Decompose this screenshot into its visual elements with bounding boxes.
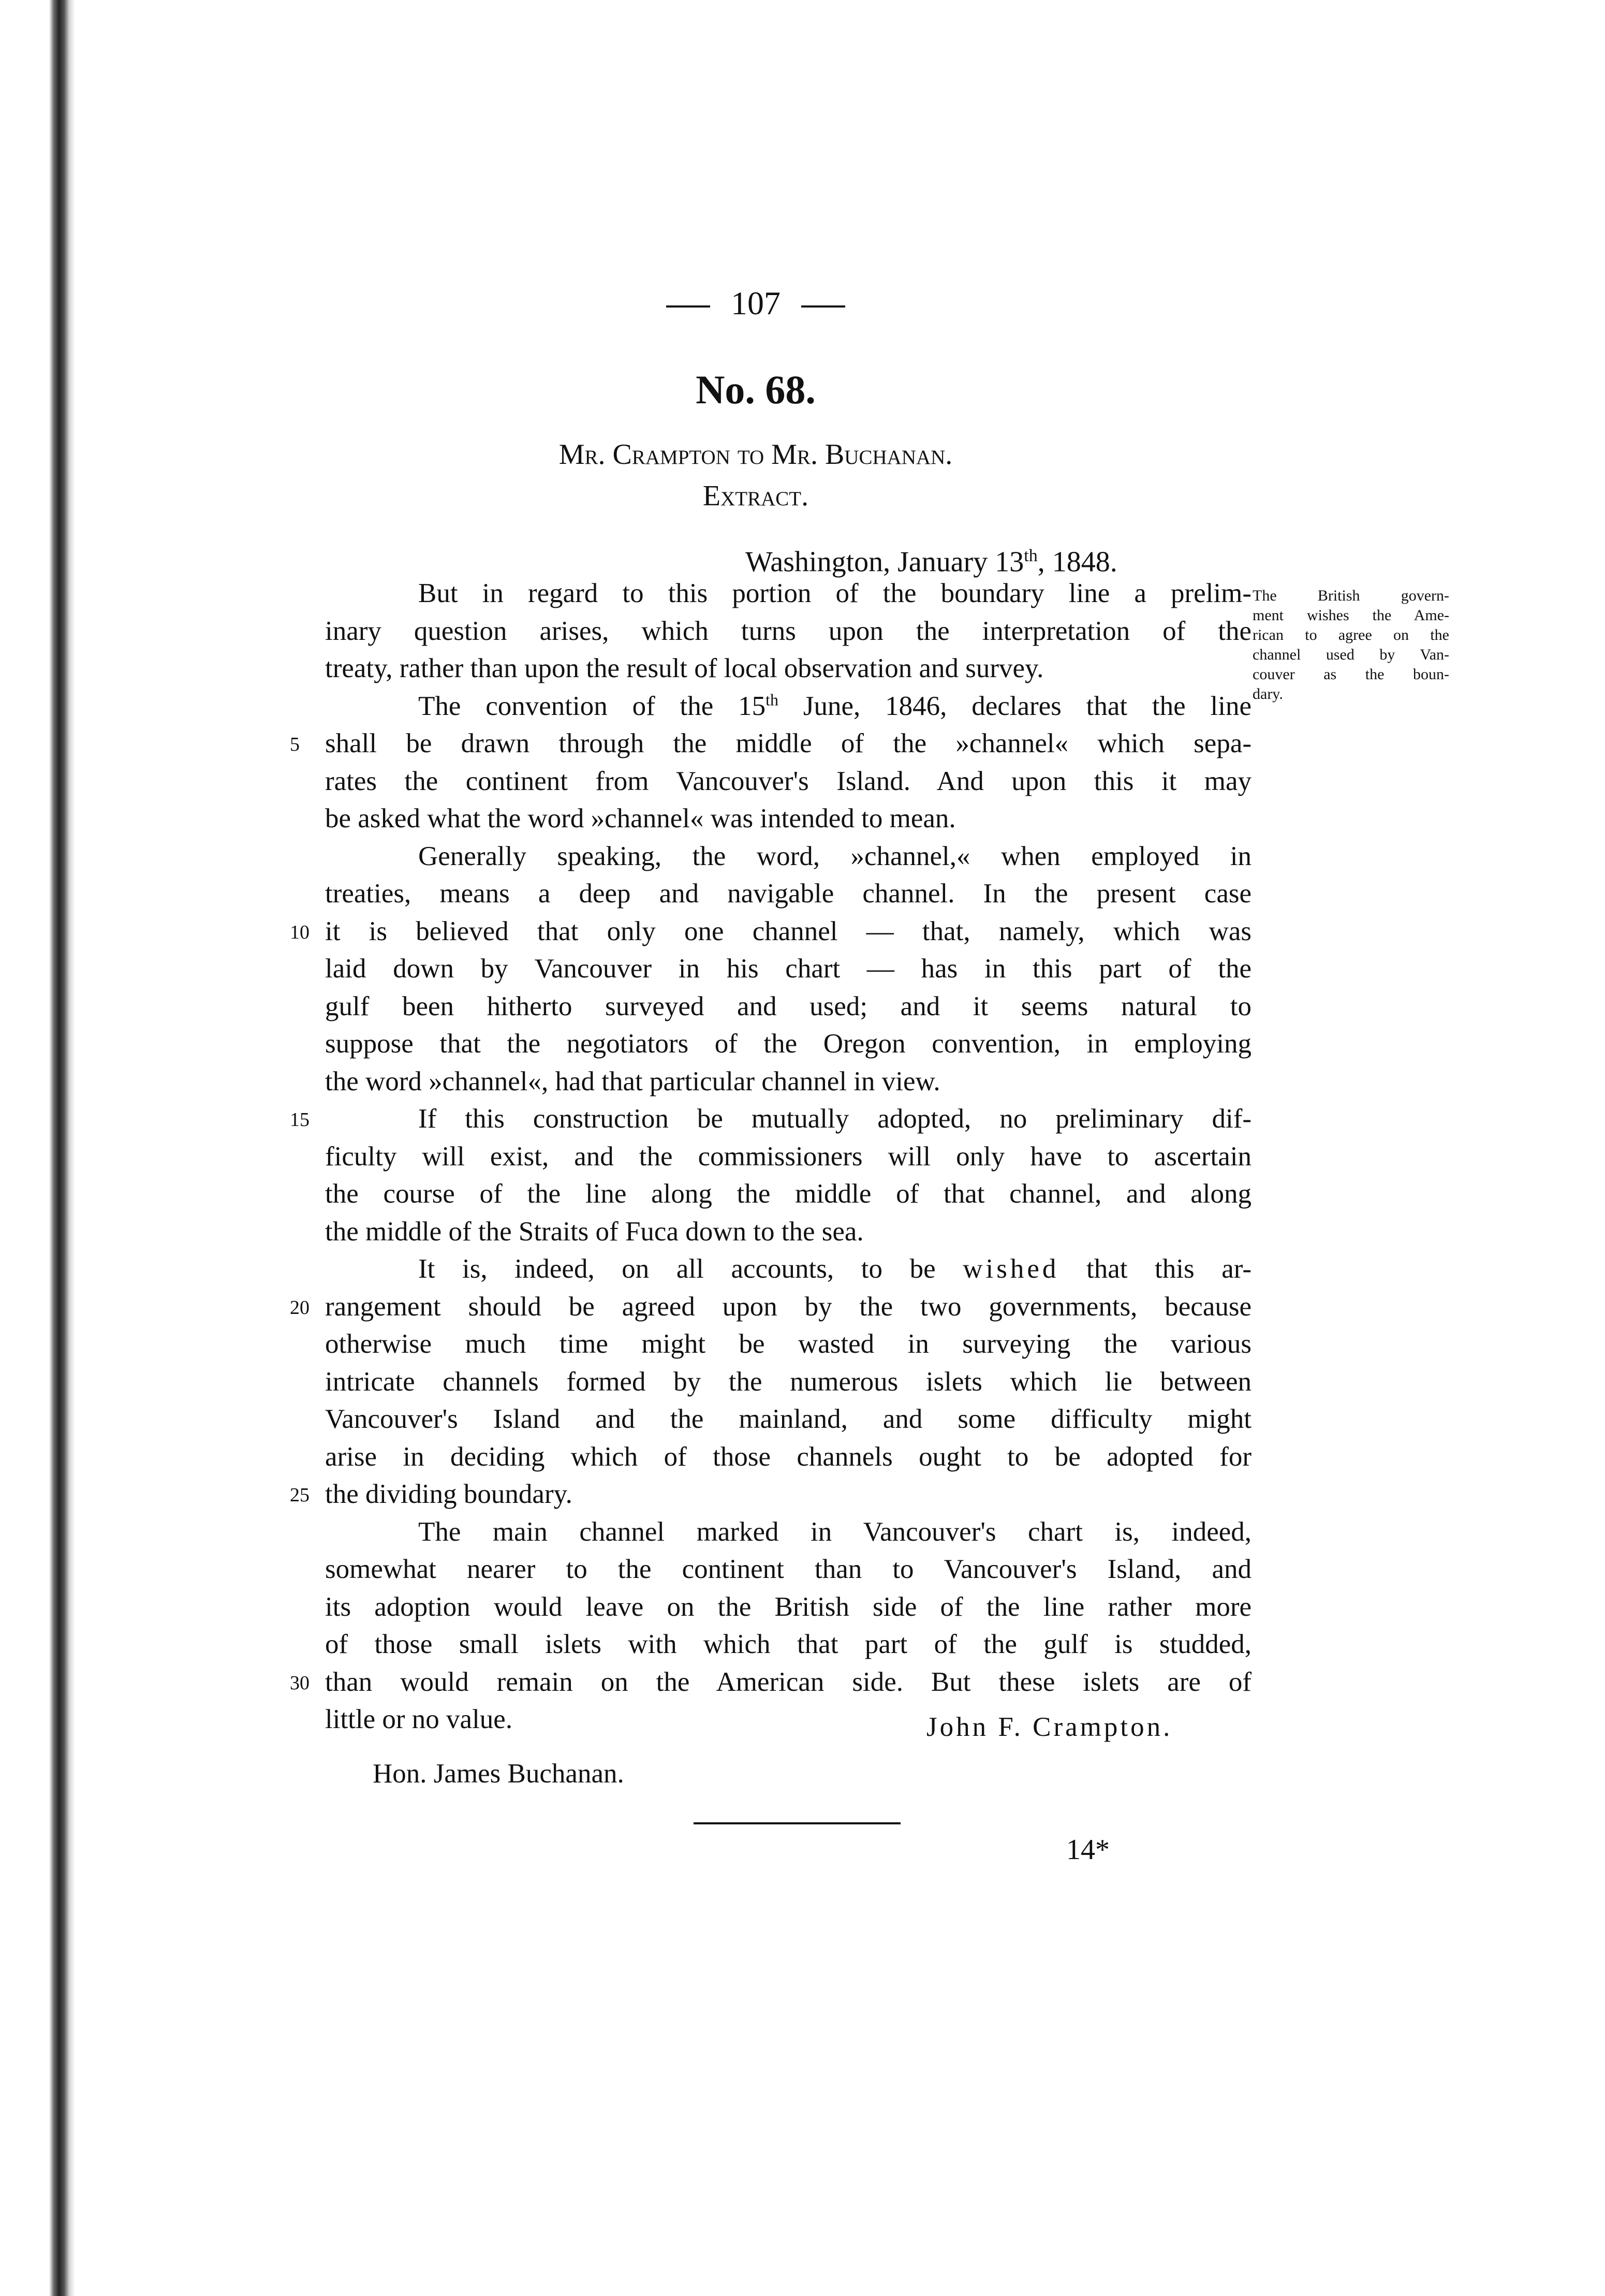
line-number: 20: [290, 1296, 310, 1319]
line-text: the dividing boundary.: [325, 1479, 572, 1509]
line-number: 25: [290, 1484, 310, 1506]
line-text: gulf been hitherto surveyed and used; and it seems natural to: [325, 991, 1251, 1021]
body-line: [325, 950, 1251, 988]
body-line: [325, 1400, 1251, 1438]
margin-note-line: The British govern-: [1253, 587, 1449, 604]
line-text: rates the continent from Vancouver's Island. And upon this it may: [325, 766, 1251, 796]
line-number: 10: [290, 921, 310, 943]
body-line: [325, 1250, 1251, 1288]
body-line: [290, 1288, 1251, 1326]
body-line: [325, 1063, 1251, 1101]
line-text-end: June, 1846, declares that the line: [778, 691, 1251, 721]
line-text-end: that this ar-: [1059, 1254, 1251, 1284]
book-spine-shadow: [0, 0, 75, 2296]
line-text: somewhat nearer to the continent than to Vancouver's Island, and: [325, 1554, 1251, 1584]
document-number: No. 68.: [696, 367, 816, 412]
body-line: [325, 1213, 1251, 1251]
body-line: [325, 763, 1251, 800]
line-text: rangement should be agreed upon by the two governments, because: [325, 1291, 1251, 1322]
line-number: 30: [290, 1672, 310, 1694]
line-text: otherwise much time might be wasted in surveying the various: [325, 1329, 1251, 1359]
line-number: 15: [290, 1109, 310, 1131]
body-line: [325, 1175, 1251, 1213]
body-line: [325, 800, 1251, 838]
line-text: of those small islets with which that part of the gulf is studded,: [325, 1629, 1251, 1659]
emphasized-word: wished: [963, 1254, 1059, 1284]
body-line: [290, 913, 1251, 950]
page-number-dash-left: [666, 305, 710, 308]
body-line: [325, 1626, 1251, 1663]
line-text: Generally speaking, the word, »channel,« when employed in: [418, 841, 1251, 871]
line-text: The main channel marked in Vancouver's chart is, indeed,: [418, 1516, 1251, 1547]
line-text: the course of the line along the middle of that channel, and along: [325, 1179, 1251, 1209]
line-text: laid down by Vancouver in his chart — has in this part of the: [325, 954, 1251, 984]
line-text: suppose that the negotiators of the Oregon convention, in employing: [325, 1029, 1251, 1059]
line-text: It is, indeed, on all accounts, to be: [418, 1254, 963, 1284]
line-text: inary question arises, which turns upon the interpretation of the: [325, 616, 1251, 646]
line-text: treaties, means a deep and navigable channel. In the present case: [325, 879, 1251, 909]
heading-subtitle: Extract.: [702, 480, 809, 512]
body-line: [290, 725, 1251, 763]
heading-title: Mr. Crampton to Mr. Buchanan.: [558, 438, 953, 471]
margin-note-line: rican to agree on the: [1253, 626, 1449, 644]
body-line: [290, 1475, 1251, 1513]
line-superscript: th: [765, 690, 779, 709]
addressee: Hon. James Buchanan.: [373, 1759, 624, 1789]
line-text: than would remain on the American side. But these islets are of: [325, 1666, 1251, 1697]
body-line: [325, 838, 1251, 875]
body-line: [325, 1513, 1251, 1551]
margin-note-line: channel used by Van-: [1253, 646, 1449, 663]
page-number: [621, 284, 890, 323]
signature: John F. Crampton.: [926, 1712, 1173, 1742]
line-text: If this construction be mutually adopted, no preliminary dif-: [418, 1104, 1251, 1134]
body-line: [325, 688, 1251, 725]
body-line: [325, 1138, 1251, 1176]
letter-body: [290, 575, 1251, 1738]
margin-note-line: couver as the boun-: [1253, 666, 1449, 683]
line-text: little or no value.: [325, 1704, 513, 1734]
line-text: the middle of the Straits of Fuca down to the sea.: [325, 1216, 864, 1247]
page-number-dash-right: [801, 305, 845, 308]
margin-note: [1253, 586, 1449, 704]
line-text: treaty, rather than upon the result of local observation and survey.: [325, 653, 1044, 683]
margin-note-line: ment wishes the Ame-: [1253, 607, 1449, 624]
body-line: [325, 1551, 1251, 1588]
page-number-value: 107: [731, 285, 781, 321]
body-line: [325, 1438, 1251, 1476]
body-line: [325, 875, 1251, 913]
body-line: [325, 988, 1251, 1026]
body-line: [290, 1663, 1251, 1701]
line-text: But in regard to this portion of the boundary line a prelim-: [418, 578, 1251, 608]
body-line: [290, 1100, 1251, 1138]
line-text: intricate channels formed by the numerous islets which lie between: [325, 1366, 1251, 1397]
line-text: The convention of the 15: [418, 691, 766, 721]
body-line: [325, 1588, 1251, 1626]
body-line: [325, 1363, 1251, 1401]
line-text: its adoption would leave on the British side of the line rather more: [325, 1591, 1251, 1622]
line-text: be asked what the word »channel« was intended to mean.: [325, 803, 956, 833]
line-text: the word »channel«, had that particular channel in view.: [325, 1066, 940, 1096]
dateline-prefix: Washington, January 13: [745, 546, 1024, 578]
body-line: [325, 650, 1251, 688]
margin-note-line: dary.: [1253, 685, 1283, 703]
body-line: [325, 1325, 1251, 1363]
line-text: arise in deciding which of those channels ought to be adopted for: [325, 1441, 1251, 1472]
body-line: [325, 1025, 1251, 1063]
line-text: ficulty will exist, and the commissioners will only have to ascertain: [325, 1141, 1251, 1172]
dateline-sup: th: [1024, 546, 1038, 565]
line-number: 5: [290, 734, 300, 755]
document-heading: [414, 434, 1097, 517]
printer-signature-mark: 14*: [1066, 1834, 1110, 1866]
closing-rule: [694, 1822, 901, 1824]
body-line: [325, 575, 1251, 612]
line-text: it is believed that only one channel — that, namely, which was: [325, 916, 1251, 946]
body-line: [325, 612, 1251, 650]
line-text: shall be drawn through the middle of the »channel« which sepa-: [325, 728, 1251, 758]
line-text: Vancouver's Island and the mainland, and some difficulty might: [325, 1404, 1251, 1434]
dateline-suffix: , 1848.: [1037, 546, 1117, 578]
